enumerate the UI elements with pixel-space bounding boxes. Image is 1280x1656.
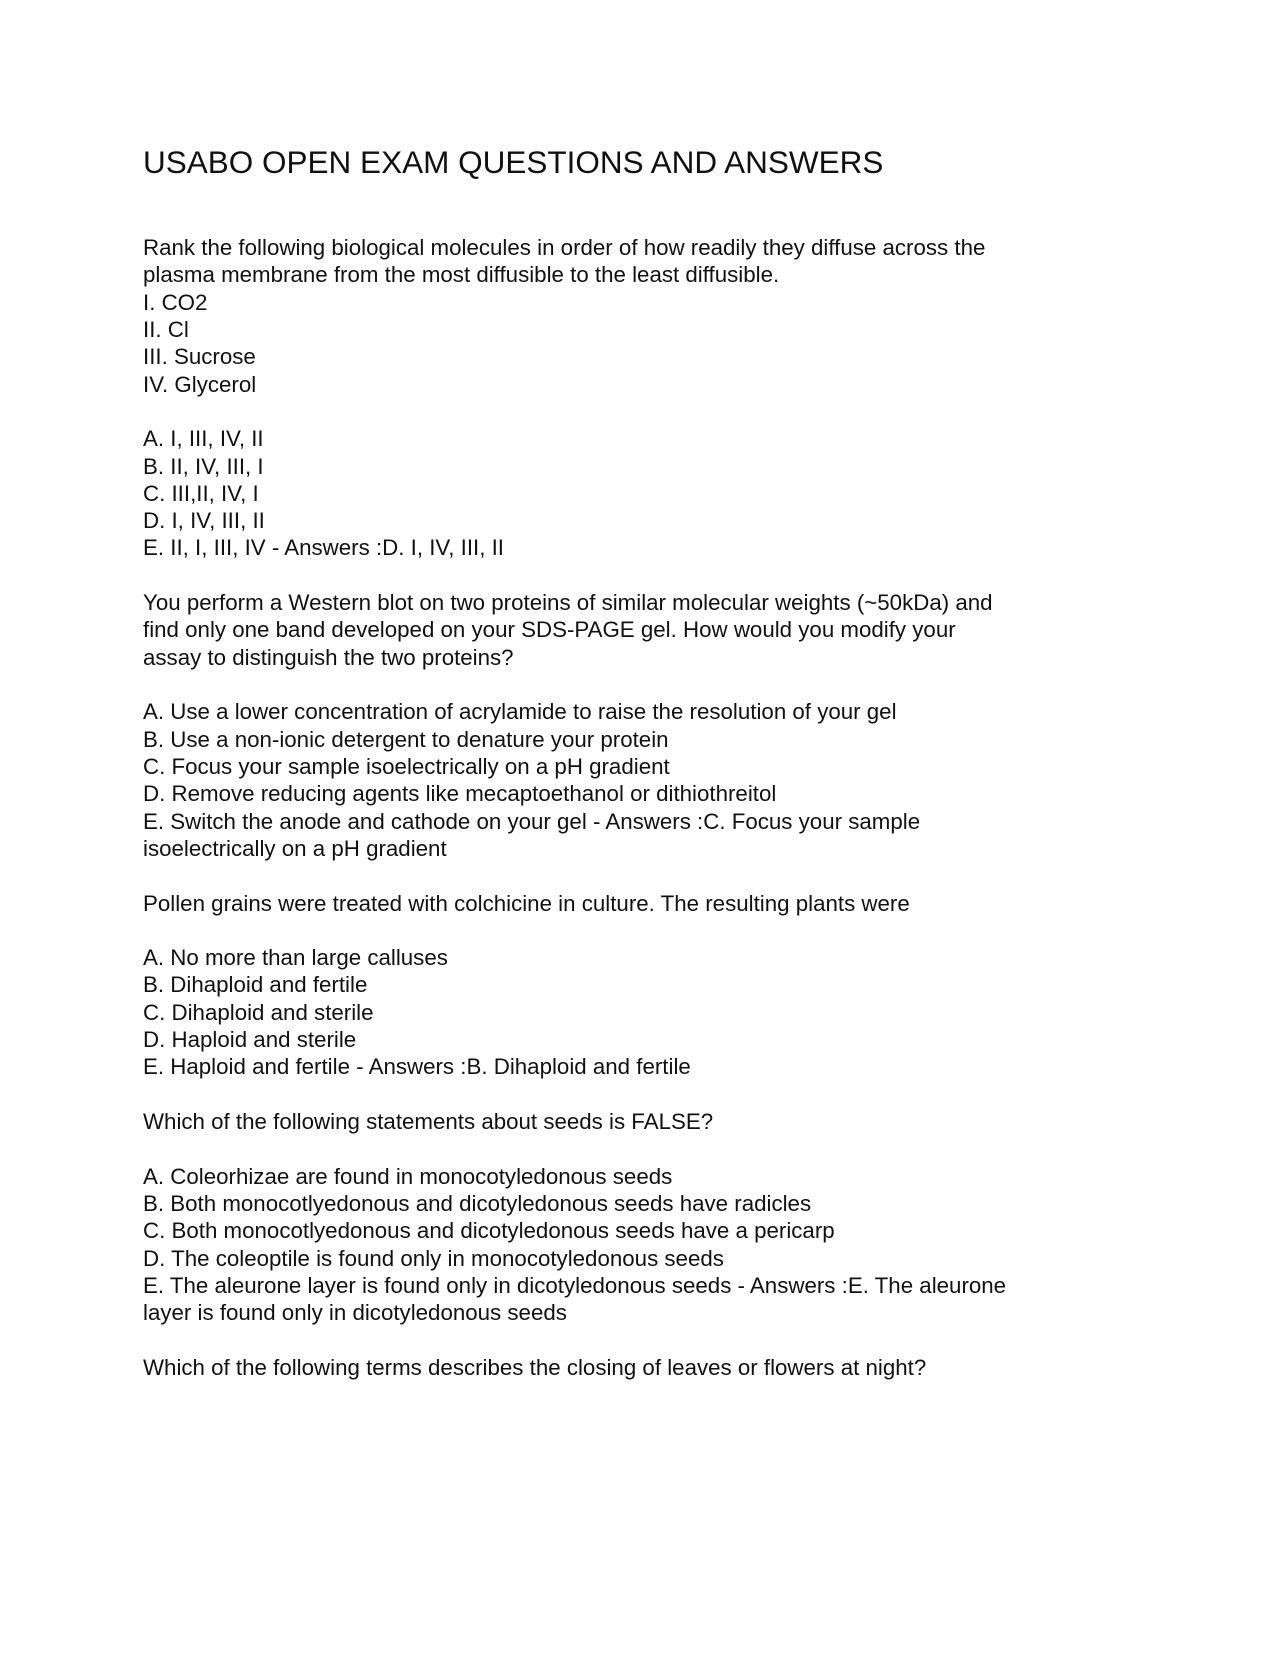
answer-option-line: E. II, I, III, IV - Answers :D. I, IV, III, II: [143, 535, 504, 561]
question-stem-line: plasma membrane from the most diffusible to the least diffusible.: [143, 262, 780, 288]
spacer: [143, 1327, 1006, 1354]
answer-option-line: B. Dihaploid and fertile: [143, 972, 368, 998]
answer-option-line: B. Both monocotlyedonous and dicotyledonous seeds have radicles: [143, 1190, 812, 1216]
answer-option-line: C. Focus your sample isoelectrically on a pH gradient: [143, 753, 670, 779]
answer-option-line: A. I, III, IV, II: [143, 426, 264, 452]
answer-option-line: E. The aleurone layer is found only in dicotyledonous seeds - Answers :E. The aleurone: [143, 1272, 1007, 1298]
question-stem-line: You perform a Western blot on two proteins of similar molecular weights (~50kDa) and: [143, 590, 993, 616]
document-title: USABO OPEN EXAM QUESTIONS AND ANSWERS: [143, 144, 884, 180]
answer-option-line: A. Coleorhizae are found in monocotyledonous seeds: [143, 1163, 673, 1189]
question-stem-line: find only one band developed on your SDS-PAGE gel. How would you modify your: [143, 617, 956, 643]
answer-option-line: A. Use a lower concentration of acrylamide to raise the resolution of your gel: [143, 699, 897, 725]
question-stem-line: Which of the following terms describes the closing of leaves or flowers at night?: [143, 1354, 927, 1380]
question-block: [143, 1354, 1006, 1381]
answer-option-line: D. Haploid and sterile: [143, 1027, 357, 1053]
question-stem-line: III. Sucrose: [143, 344, 256, 370]
question-block: [143, 890, 1006, 1081]
question-stem-line: IV. Glycerol: [143, 371, 257, 397]
question-stem-line: Rank the following biological molecules in order of how readily they diffuse across the: [143, 235, 986, 260]
question-block: [143, 1108, 1006, 1327]
answer-option-line: B. II, IV, III, I: [143, 453, 264, 479]
answer-option-line: C. III,II, IV, I: [143, 480, 259, 506]
spacer: [143, 1135, 1006, 1162]
answer-option-line: D. I, IV, III, II: [143, 508, 265, 534]
question-stem-line: assay to distinguish the two proteins?: [143, 644, 514, 670]
spacer: [143, 917, 1006, 944]
answer-option-line: A. No more than large calluses: [143, 945, 448, 971]
spacer: [143, 562, 1006, 589]
question-block: [143, 589, 1006, 862]
question-stem-line: Which of the following statements about seeds is FALSE?: [143, 1109, 714, 1134]
answer-option-line: D. Remove reducing agents like mecaptoethanol or dithiothreitol: [143, 781, 777, 807]
answer-option-line: E. Switch the anode and cathode on your gel - Answers :C. Focus your sample: [143, 808, 921, 834]
spacer: [143, 398, 1006, 425]
answer-option-line: C. Dihaploid and sterile: [143, 999, 374, 1025]
answer-option-line: isoelectrically on a pH gradient: [143, 835, 447, 861]
answer-option-line: D. The coleoptile is found only in monocotyledonous seeds: [143, 1245, 724, 1271]
spacer: [143, 862, 1006, 889]
question-block: [143, 234, 1006, 562]
question-stem-line: I. CO2: [143, 289, 208, 315]
spacer: [143, 1081, 1006, 1108]
spacer: [143, 671, 1006, 698]
answer-option-line: C. Both monocotlyedonous and dicotyledonous seeds have a pericarp: [143, 1218, 835, 1244]
question-stem-line: Pollen grains were treated with colchicine in culture. The resulting plants were: [143, 890, 910, 916]
document-body: [143, 234, 1006, 1381]
answer-option-line: E. Haploid and fertile - Answers :B. Dihaploid and fertile: [143, 1054, 691, 1080]
question-stem-line: II. Cl: [143, 316, 189, 342]
answer-option-line: layer is found only in dicotyledonous seeds: [143, 1300, 567, 1326]
answer-option-line: B. Use a non-ionic detergent to denature your protein: [143, 726, 669, 752]
